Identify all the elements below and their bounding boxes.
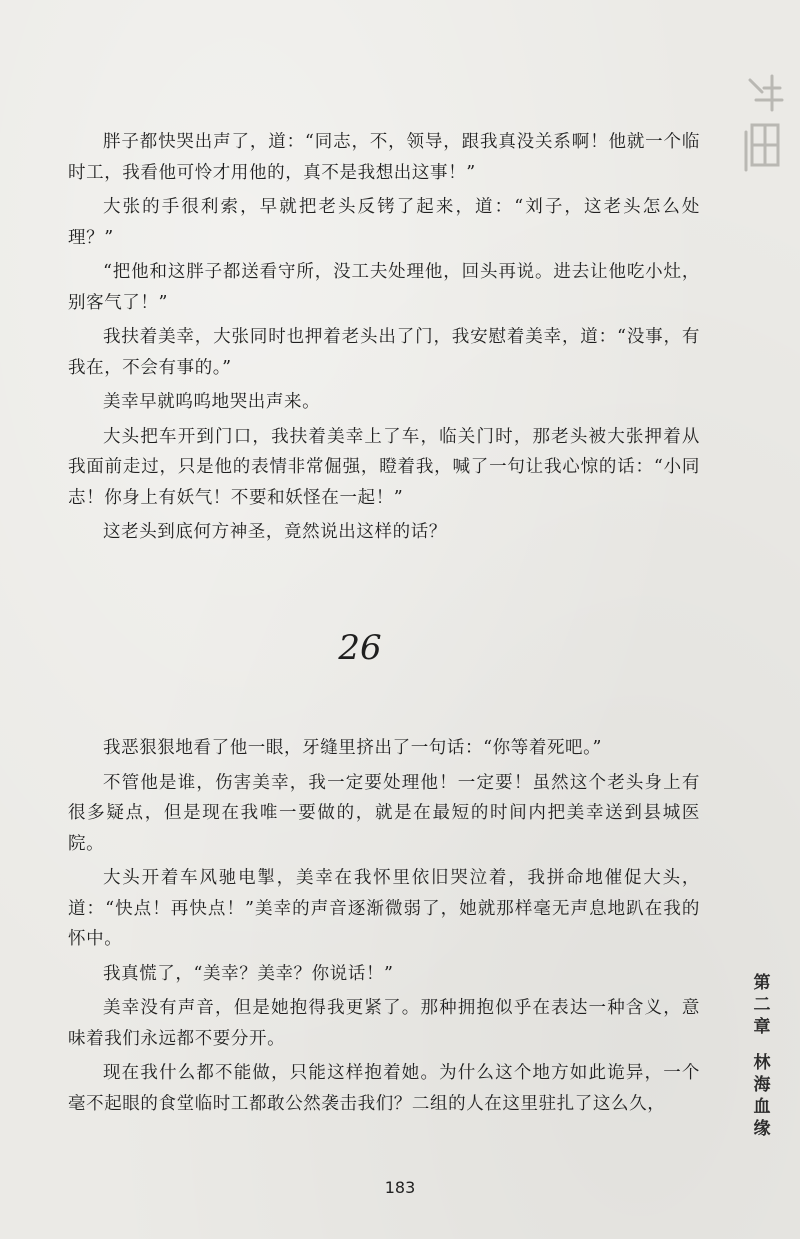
side-title-char: 海	[753, 1075, 771, 1095]
paragraph: 现在我什么都不能做，只能这样抱着她。为什么这个地方如此诡异，一个毫不起眼的食堂临时工都敢公然袭击我们？二组的人在这里驻扎了这么久，	[68, 1063, 700, 1114]
paragraph: “把他和这胖子都送看守所，没工夫处理他，回头再说。进去让他吃小灶，别客气了！”	[68, 262, 700, 313]
book-title-logo	[742, 70, 786, 180]
paragraph: 美幸早就呜呜地哭出声来。	[103, 392, 321, 412]
page-number: 183	[384, 1178, 416, 1197]
paragraph: 我扶着美幸，大张同时也押着老头出了门，我安慰着美幸，道：“没事，有我在，不会有事的。”	[68, 327, 700, 378]
chapter-side-title	[748, 972, 776, 1140]
side-title-char: 第	[753, 973, 771, 993]
paragraph: 胖子都快哭出声了，道：“同志，不，领导，跟我真没关系啊！他就一个临时工，我看他可怜才用他的，真不是我想出这事！”	[68, 132, 700, 183]
text-block-lower	[68, 733, 700, 1123]
paragraph: 我真慌了，“美幸？美幸？你说话！”	[103, 963, 394, 984]
section-number: 26	[338, 628, 382, 668]
side-title-char: 二	[753, 995, 771, 1015]
side-title-char: 林	[753, 1053, 771, 1073]
paragraph: 这老头到底何方神圣，竟然说出这样的话？	[103, 522, 447, 542]
side-title-char: 血	[753, 1097, 771, 1117]
side-title-char: 章	[753, 1017, 771, 1037]
paragraph: 大头开着车风驰电掣，美幸在我怀里依旧哭泣着，我拼命地催促大头，道：“快点！再快点！”美幸的声音逐渐微弱了，她就那样毫无声息地趴在我的怀中。	[68, 868, 700, 949]
paragraph: 大张的手很利索，早就把老头反铐了起来，道：“刘子，这老头怎么处理？”	[68, 197, 700, 248]
side-title-char: 缘	[753, 1119, 771, 1139]
paragraph: 不管他是谁，伤害美幸，我一定要处理他！一定要！虽然这个老头身上有很多疑点，但是现在我唯一要做的，就是在最短的时间内把美幸送到县城医院。	[68, 772, 700, 854]
paragraph: 美幸没有声音，但是她抱得我更紧了。那种拥抱似乎在表达一种含义，意味着我们永远都不要分开。	[68, 998, 700, 1049]
paragraph: 大头把车开到门口，我扶着美幸上了车，临关门时，那老头被大张押着从我面前走过，只是他的表情非常倔强，瞪着我，喊了一句让我心惊的话：“小同志！你身上有妖气！不要和妖怪在一起！”	[68, 426, 700, 508]
paragraph: 我恶狠狠地看了他一眼，牙缝里挤出了一句话：“你等着死吧。”	[103, 738, 603, 758]
text-block-upper	[68, 127, 700, 552]
side-title-gap	[748, 1038, 776, 1052]
